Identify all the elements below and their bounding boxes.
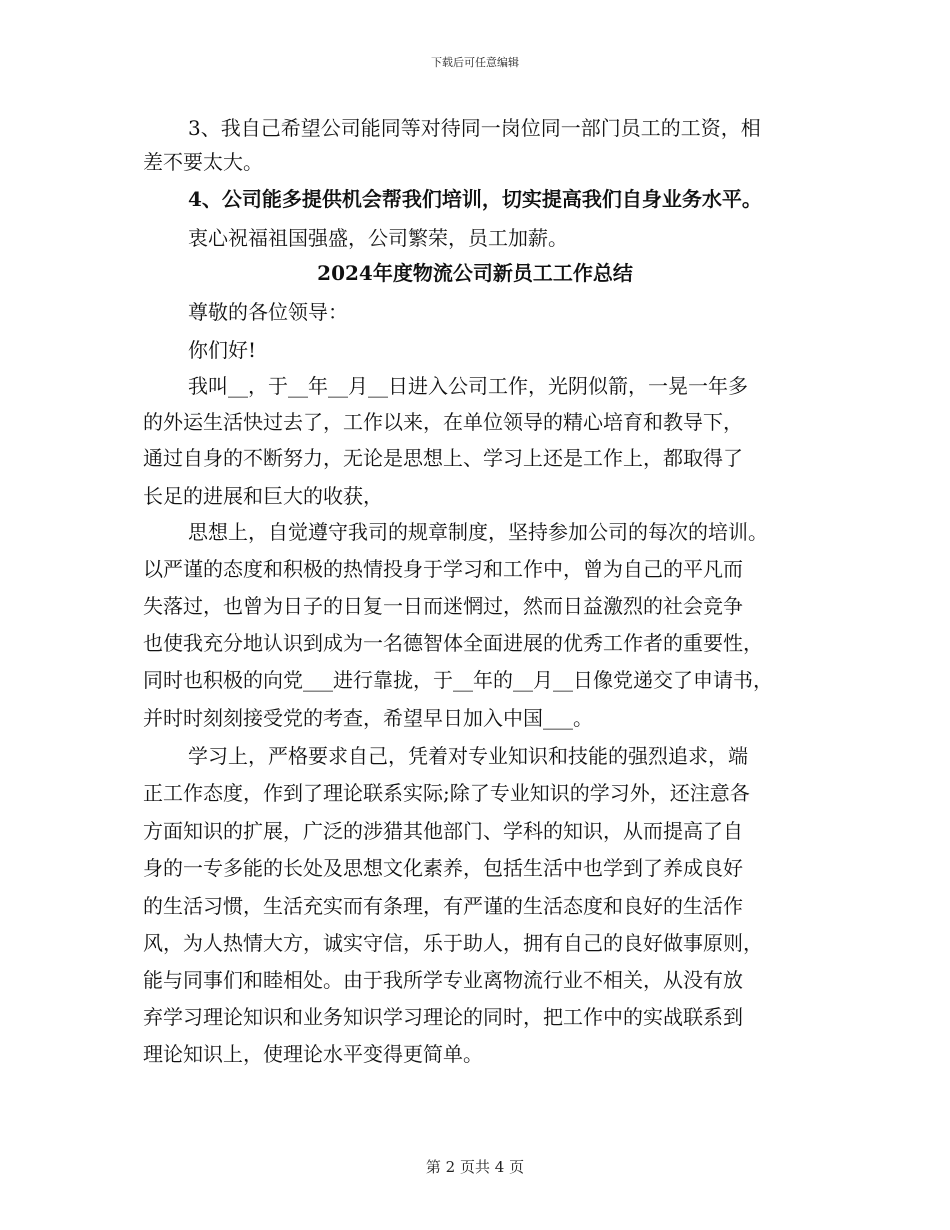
- paragraph-line: 同时也积极的向党___进行靠拢，于__年的__月__日像党递交了申请书，: [143, 668, 773, 692]
- paragraph-line: 风，为人热情大方，诚实守信，乐于助人，拥有自己的良好做事原则，: [143, 931, 763, 955]
- page-footer: 第 2 页共 4 页: [425, 1158, 525, 1176]
- paragraph-line: 能与同事们和睦相处。由于我所学专业离物流行业不相关，从没有放: [143, 968, 743, 992]
- salutation: 尊敬的各位领导：: [188, 300, 348, 324]
- paragraph-line: 思想上，自觉遵守我司的规章制度，坚持参加公司的每次的培训。: [188, 520, 768, 544]
- paragraph-line: 我叫__，于__年__月__日进入公司工作，光阴似箭，一晃一年多: [188, 374, 748, 398]
- paragraph-line: 学习上，严格要求自己，凭着对专业知识和技能的强烈追求，端: [188, 744, 748, 768]
- paragraph-line: 长足的进展和巨大的收获，: [143, 484, 383, 508]
- paragraph-line: 失落过，也曾为日子的日复一日而迷惘过，然而日益激烈的社会竞争: [143, 594, 743, 618]
- paragraph-line: 也使我充分地认识到成为一名德智体全面进展的优秀工作者的重要性，: [143, 631, 763, 655]
- paragraph-line: 理论知识上，使理论水平变得更简单。: [143, 1042, 483, 1066]
- paragraph-line: 并时时刻刻接受党的考查，希望早日加入中国___。: [143, 706, 593, 730]
- page-header: 下载后可任意编辑: [431, 56, 519, 69]
- paragraph-line: 3、我自己希望公司能同等对待同一岗位同一部门员工的工资，相: [188, 116, 761, 140]
- paragraph-line: 通过自身的不断努力，无论是思想上、学习上还是工作上，都取得了: [143, 446, 743, 470]
- paragraph-line: 以严谨的态度和积极的热情投身于学习和工作中，曾为自己的平凡而: [143, 557, 743, 581]
- paragraph-line: 差不要太大。: [143, 150, 263, 174]
- paragraph-line: 正工作态度，作到了理论联系实际;除了专业知识的学习外，还注意各: [143, 781, 750, 805]
- paragraph-line: 身的一专多能的长处及思想文化素养，包括生活中也学到了养成良好: [143, 856, 743, 880]
- paragraph-line: 的生活习惯，生活充实而有条理，有严谨的生活态度和良好的生活作: [143, 894, 743, 918]
- greeting: 你们好!: [188, 338, 257, 362]
- paragraph-line: 的外运生活快过去了，工作以来，在单位领导的精心培育和教导下，: [143, 410, 743, 434]
- bold-paragraph-line: 4、公司能多提供机会帮我们培训，切实提高我们自身业务水平。: [188, 187, 762, 211]
- document-title: 2024年度物流公司新员工工作总结: [317, 261, 633, 285]
- paragraph-line: 弃学习理论知识和业务知识学习理论的同时，把工作中的实战联系到: [143, 1005, 743, 1029]
- paragraph-line: 方面知识的扩展，广泛的涉猎其他部门、学科的知识，从而提高了自: [143, 819, 743, 843]
- paragraph-line: 衷心祝福祖国强盛，公司繁荣，员工加薪。: [188, 226, 568, 250]
